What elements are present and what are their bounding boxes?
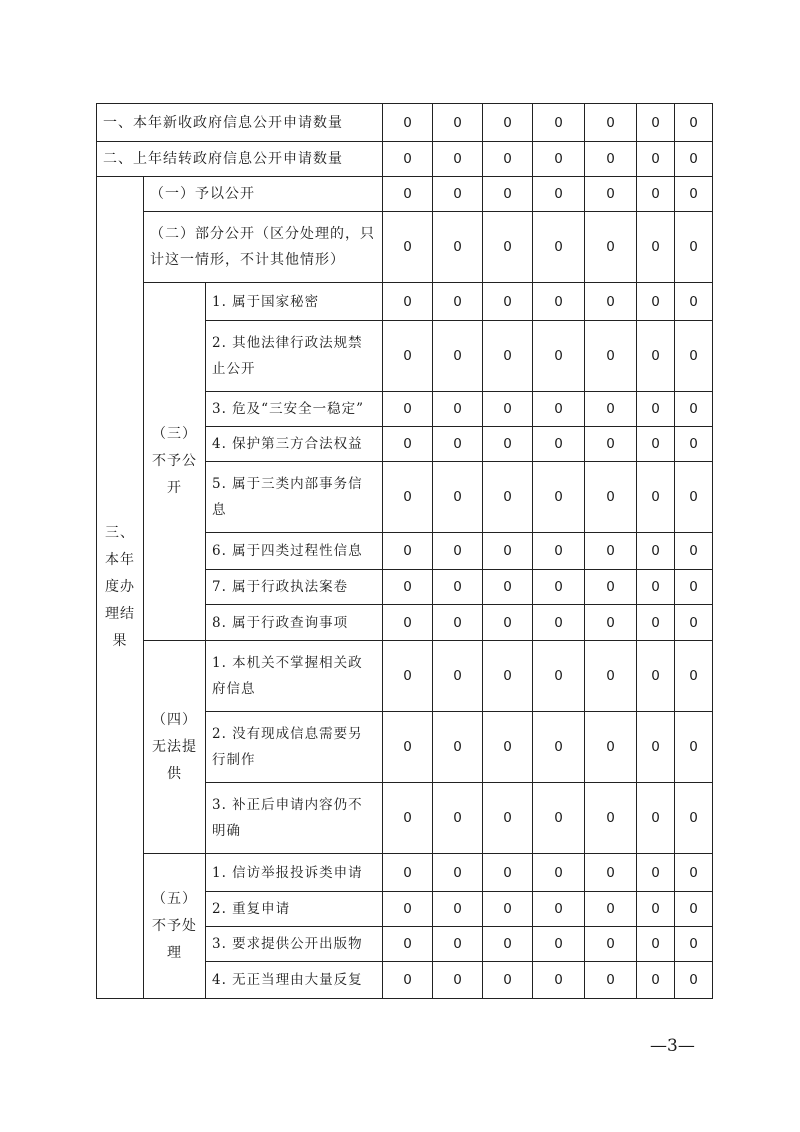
value-cell: 0: [383, 177, 433, 212]
value-cell: 0: [383, 283, 433, 321]
value-cell: 0: [585, 283, 637, 321]
value-cell: 0: [383, 962, 433, 999]
value-cell: 0: [483, 641, 533, 712]
value-cell: 0: [433, 605, 483, 641]
sub-item-label: 4. 无正当理由大量反复: [206, 962, 383, 999]
value-cell: 0: [383, 427, 433, 462]
value-cell: 0: [483, 104, 533, 142]
table-row: [97, 283, 713, 321]
sub-item-label: 4. 保护第三方合法权益: [206, 427, 383, 462]
value-cell: 0: [533, 605, 585, 641]
value-cell: 0: [637, 177, 675, 212]
value-cell: 0: [433, 712, 483, 783]
value-cell: 0: [383, 712, 433, 783]
value-cell: 0: [675, 427, 713, 462]
value-cell: 0: [533, 462, 585, 533]
value-cell: 0: [585, 892, 637, 927]
table-row: [97, 854, 713, 892]
value-cell: 0: [483, 462, 533, 533]
value-cell: 0: [675, 712, 713, 783]
value-cell: 0: [433, 177, 483, 212]
value-cell: 0: [383, 462, 433, 533]
value-cell: 0: [533, 427, 585, 462]
value-cell: 0: [383, 392, 433, 427]
value-cell: 0: [675, 854, 713, 892]
value-cell: 0: [585, 212, 637, 283]
section3-label-line: 本年: [105, 552, 135, 568]
table-row: [97, 142, 713, 177]
value-cell: 0: [533, 104, 585, 142]
value-cell: 0: [533, 533, 585, 570]
value-cell: 0: [433, 927, 483, 962]
value-cell: 0: [637, 570, 675, 605]
section3-label-line: 三、: [105, 525, 135, 541]
value-cell: 0: [637, 927, 675, 962]
value-cell: 0: [533, 641, 585, 712]
section3-label-line: 理结: [105, 606, 135, 622]
value-cell: 0: [637, 854, 675, 892]
value-cell: 0: [585, 462, 637, 533]
value-cell: 0: [383, 321, 433, 392]
table-row: [97, 212, 713, 283]
value-cell: 0: [675, 962, 713, 999]
value-cell: 0: [483, 142, 533, 177]
value-cell: 0: [637, 427, 675, 462]
value-cell: 0: [675, 177, 713, 212]
sub-item-label: 1. 本机关不掌握相关政府信息: [206, 641, 383, 712]
value-cell: 0: [585, 927, 637, 962]
sub-item-label: 1. 信访举报投诉类申请: [206, 854, 383, 892]
value-cell: 0: [483, 605, 533, 641]
value-cell: 0: [483, 533, 533, 570]
value-cell: 0: [483, 783, 533, 854]
value-cell: 0: [675, 927, 713, 962]
sub-item-label: 8. 属于行政查询事项: [206, 605, 383, 641]
value-cell: 0: [433, 892, 483, 927]
value-cell: 0: [383, 927, 433, 962]
value-cell: 0: [433, 641, 483, 712]
value-cell: 0: [675, 605, 713, 641]
value-cell: 0: [585, 177, 637, 212]
value-cell: 0: [533, 283, 585, 321]
value-cell: 0: [533, 892, 585, 927]
table-row: [97, 177, 713, 212]
value-cell: 0: [383, 212, 433, 283]
value-cell: 0: [533, 712, 585, 783]
value-cell: 0: [483, 854, 533, 892]
value-cell: 0: [585, 962, 637, 999]
value-cell: 0: [533, 927, 585, 962]
item-label: （一）予以公开: [144, 177, 383, 212]
value-cell: 0: [585, 427, 637, 462]
group5-label-line: 理: [167, 944, 182, 961]
item-label: （二）部分公开（区分处理的，只计这一情形，不计其他情形）: [144, 212, 383, 283]
value-cell: 0: [483, 962, 533, 999]
value-cell: 0: [585, 641, 637, 712]
value-cell: 0: [483, 177, 533, 212]
table-row: [97, 104, 713, 142]
section3-label-line: 果: [112, 633, 128, 649]
value-cell: 0: [433, 854, 483, 892]
value-cell: 0: [533, 570, 585, 605]
group3-label-line: 不予公: [152, 453, 197, 469]
value-cell: 0: [533, 321, 585, 392]
sub-item-label: 1. 属于国家秘密: [206, 283, 383, 321]
sub-item-label: 7. 属于行政执法案卷: [206, 570, 383, 605]
value-cell: 0: [637, 605, 675, 641]
value-cell: 0: [585, 605, 637, 641]
sub-item-label: 2. 其他法律行政法规禁止公开: [206, 321, 383, 392]
value-cell: 0: [637, 892, 675, 927]
value-cell: 0: [637, 533, 675, 570]
value-cell: 0: [383, 142, 433, 177]
value-cell: 0: [637, 462, 675, 533]
group5-label-line: （五）: [152, 890, 197, 907]
report-table: [96, 103, 713, 999]
value-cell: 0: [675, 142, 713, 177]
value-cell: 0: [585, 783, 637, 854]
value-cell: 0: [675, 641, 713, 712]
section3-label: [97, 177, 144, 999]
value-cell: 0: [383, 892, 433, 927]
value-cell: 0: [433, 321, 483, 392]
value-cell: 0: [675, 283, 713, 321]
value-cell: 0: [675, 392, 713, 427]
sub-item-label: 6. 属于四类过程性信息: [206, 533, 383, 570]
value-cell: 0: [675, 321, 713, 392]
value-cell: 0: [483, 321, 533, 392]
value-cell: 0: [483, 927, 533, 962]
value-cell: 0: [637, 104, 675, 142]
value-cell: 0: [675, 783, 713, 854]
value-cell: 0: [433, 783, 483, 854]
value-cell: 0: [533, 783, 585, 854]
sub-item-label: 2. 没有现成信息需要另行制作: [206, 712, 383, 783]
value-cell: 0: [637, 392, 675, 427]
value-cell: 0: [585, 392, 637, 427]
value-cell: 0: [383, 533, 433, 570]
value-cell: 0: [637, 142, 675, 177]
value-cell: 0: [585, 104, 637, 142]
section3-label-line: 度办: [105, 579, 135, 595]
sub-item-label: 5. 属于三类内部事务信息: [206, 462, 383, 533]
value-cell: 0: [383, 104, 433, 142]
value-cell: 0: [383, 605, 433, 641]
value-cell: 0: [637, 321, 675, 392]
value-cell: 0: [433, 533, 483, 570]
value-cell: 0: [433, 427, 483, 462]
value-cell: 0: [637, 212, 675, 283]
value-cell: 0: [675, 570, 713, 605]
value-cell: 0: [675, 462, 713, 533]
group4-label-line: 供: [167, 765, 182, 782]
table-row: [97, 641, 713, 712]
value-cell: 0: [637, 962, 675, 999]
value-cell: 0: [483, 712, 533, 783]
value-cell: 0: [433, 462, 483, 533]
value-cell: 0: [637, 641, 675, 712]
value-cell: 0: [637, 783, 675, 854]
value-cell: 0: [533, 962, 585, 999]
sub-item-label: 3. 补正后申请内容仍不明确: [206, 783, 383, 854]
value-cell: 0: [383, 570, 433, 605]
group5-label-line: 不予处: [152, 917, 197, 934]
group5-label: [144, 854, 206, 999]
group3-label: [144, 283, 206, 641]
value-cell: 0: [675, 104, 713, 142]
group4-label-line: （四）: [152, 711, 197, 728]
sub-item-label: 3. 要求提供公开出版物: [206, 927, 383, 962]
page-number: —3—: [650, 1036, 695, 1056]
value-cell: 0: [433, 570, 483, 605]
value-cell: 0: [433, 212, 483, 283]
value-cell: 0: [637, 283, 675, 321]
value-cell: 0: [433, 962, 483, 999]
group3-label-line: （三）: [152, 426, 197, 442]
value-cell: 0: [533, 142, 585, 177]
value-cell: 0: [675, 533, 713, 570]
row-label: 二、上年结转政府信息公开申请数量: [97, 142, 383, 177]
value-cell: 0: [433, 104, 483, 142]
value-cell: 0: [483, 212, 533, 283]
value-cell: 0: [483, 392, 533, 427]
value-cell: 0: [483, 570, 533, 605]
value-cell: 0: [675, 212, 713, 283]
value-cell: 0: [383, 783, 433, 854]
value-cell: 0: [533, 854, 585, 892]
value-cell: 0: [433, 392, 483, 427]
value-cell: 0: [585, 570, 637, 605]
group3-label-line: 开: [167, 480, 182, 496]
group4-label: [144, 641, 206, 854]
value-cell: 0: [383, 641, 433, 712]
value-cell: 0: [483, 283, 533, 321]
value-cell: 0: [383, 854, 433, 892]
value-cell: 0: [585, 712, 637, 783]
row-label: 一、本年新收政府信息公开申请数量: [97, 104, 383, 142]
sub-item-label: 2. 重复申请: [206, 892, 383, 927]
value-cell: 0: [533, 212, 585, 283]
value-cell: 0: [433, 283, 483, 321]
value-cell: 0: [585, 533, 637, 570]
value-cell: 0: [533, 177, 585, 212]
value-cell: 0: [637, 712, 675, 783]
value-cell: 0: [675, 892, 713, 927]
value-cell: 0: [483, 892, 533, 927]
value-cell: 0: [433, 142, 483, 177]
value-cell: 0: [483, 427, 533, 462]
value-cell: 0: [585, 321, 637, 392]
group4-label-line: 无法提: [152, 738, 197, 755]
sub-item-label: 3. 危及“三安全一稳定”: [206, 392, 383, 427]
value-cell: 0: [585, 142, 637, 177]
value-cell: 0: [585, 854, 637, 892]
value-cell: 0: [533, 392, 585, 427]
